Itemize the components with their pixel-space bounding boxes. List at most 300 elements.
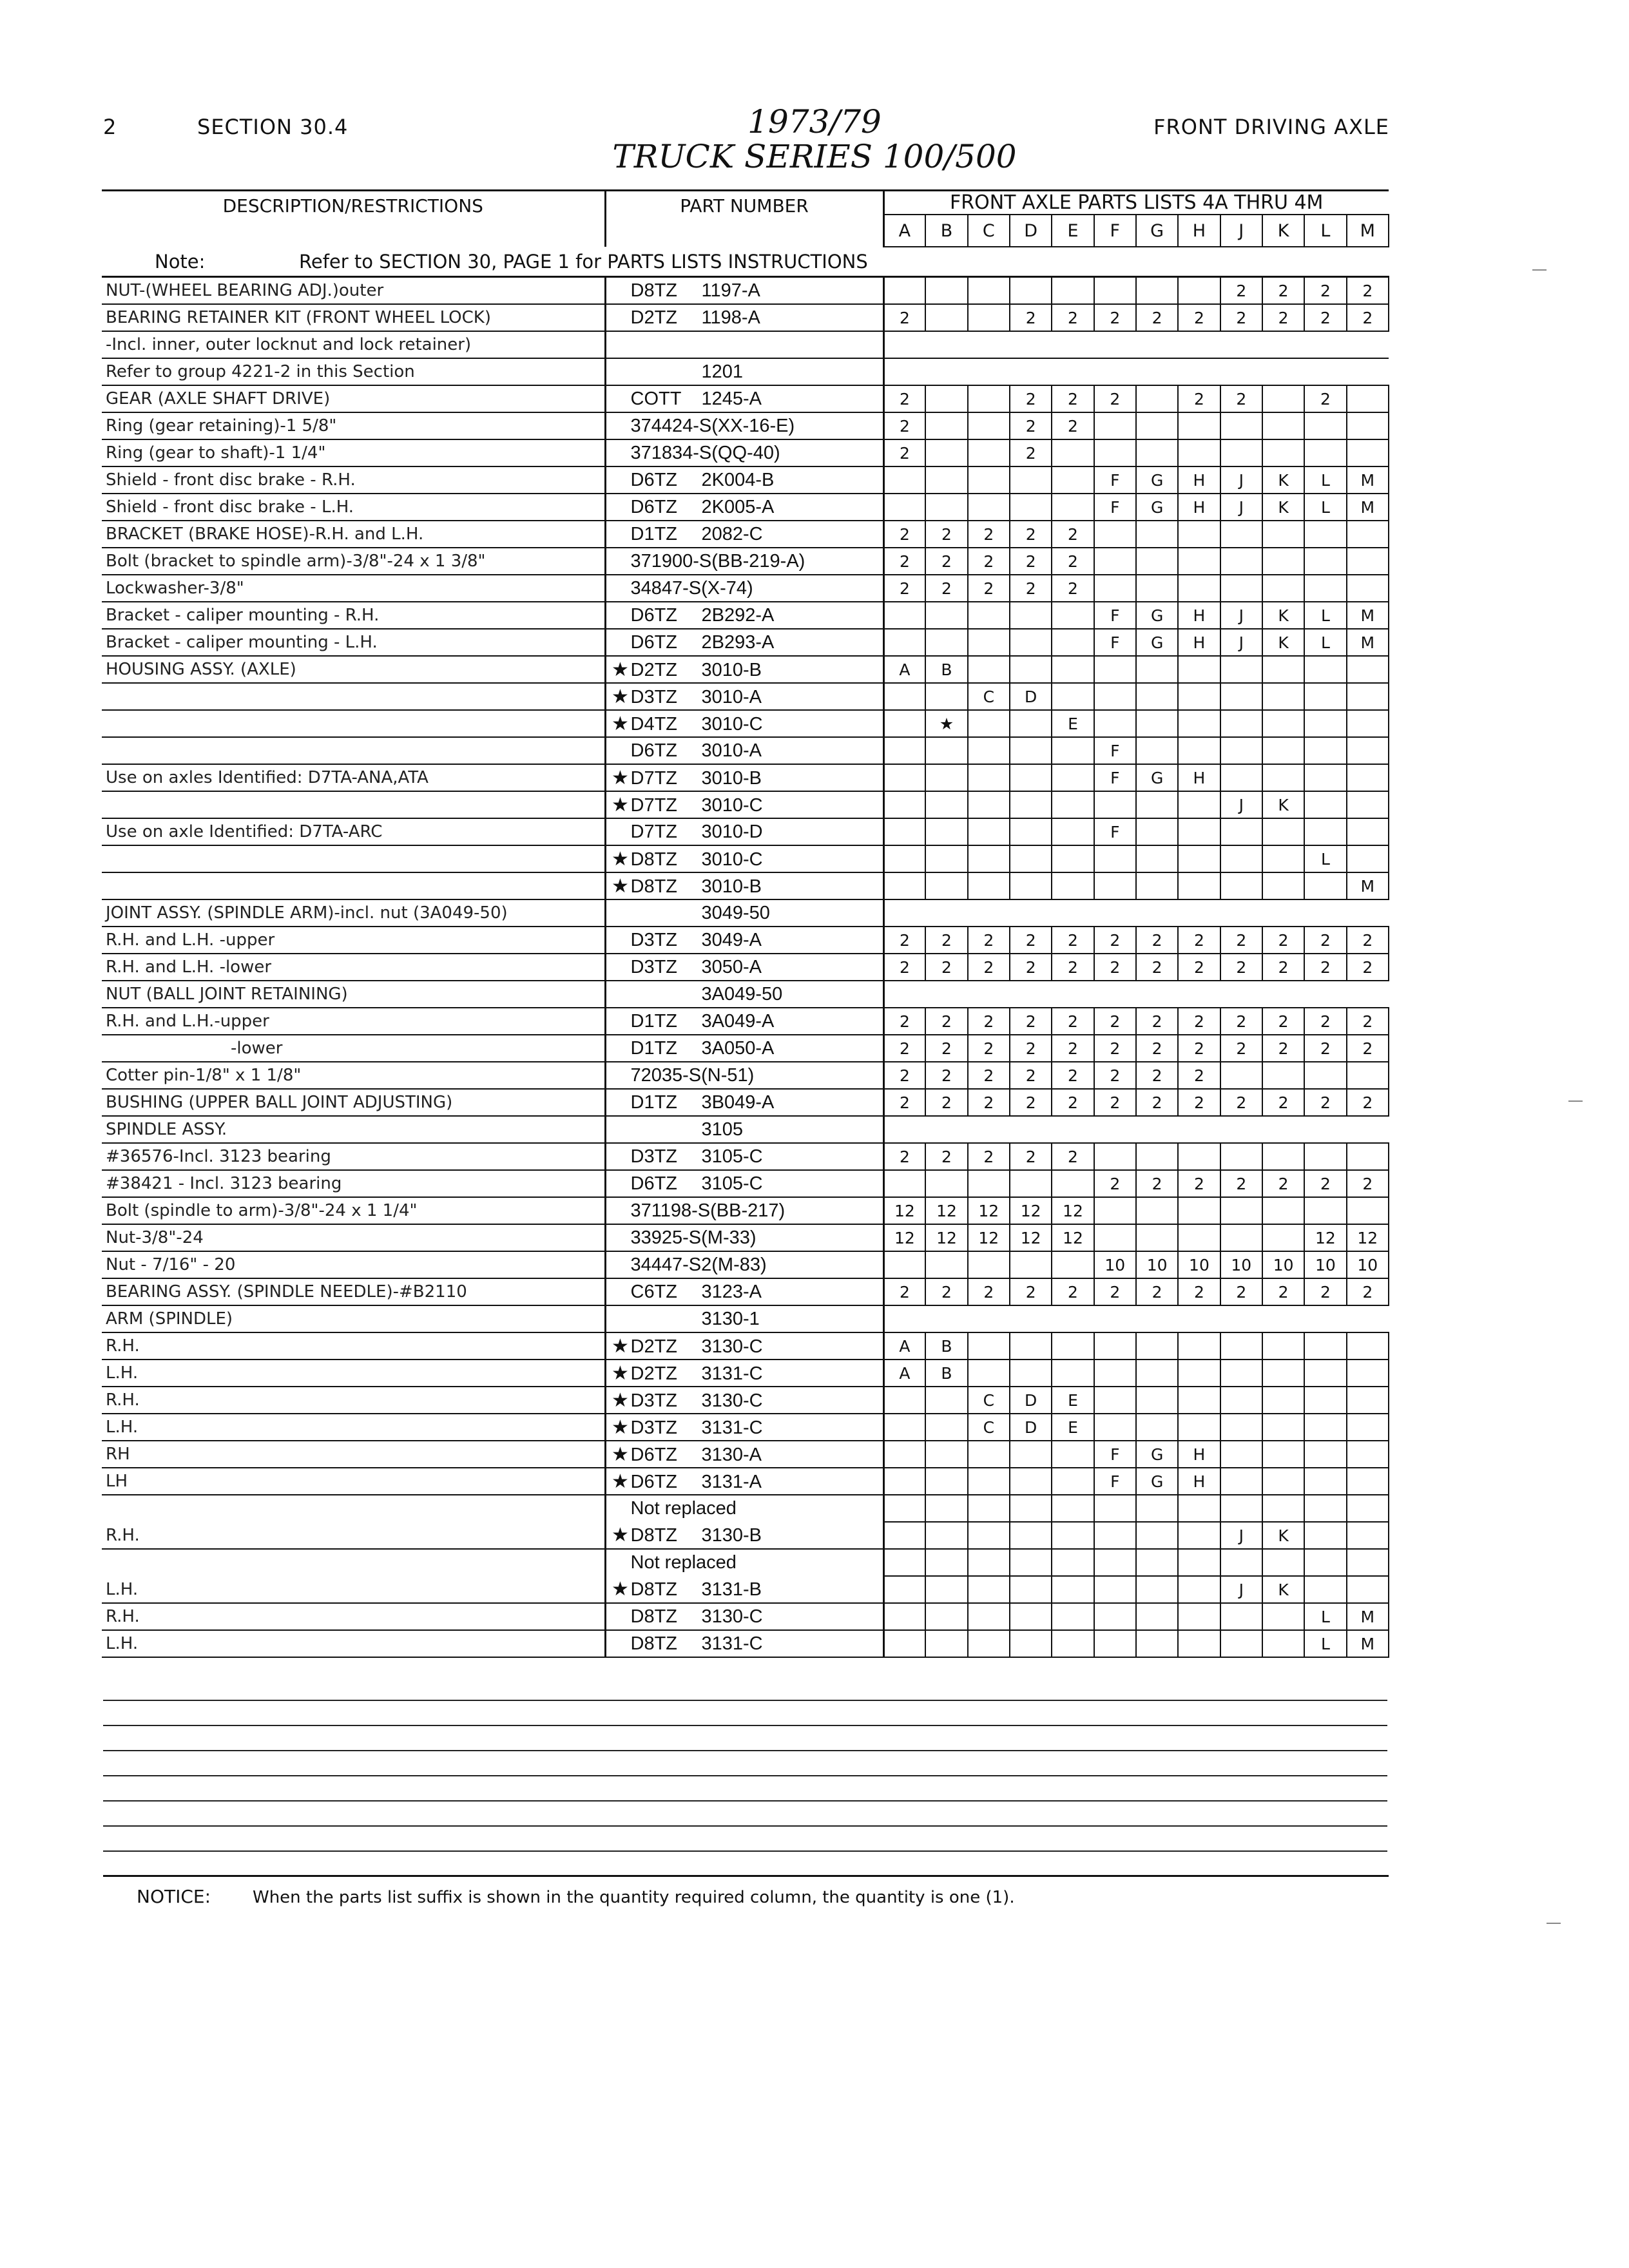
part-prefix: D6TZ	[630, 496, 677, 517]
qty-cell: 10	[1262, 1251, 1304, 1278]
qty-cell: 2	[1178, 1062, 1220, 1089]
row-description: L.H.	[102, 1360, 605, 1387]
qty-cell	[968, 1495, 1010, 1522]
qty-cell: 2	[968, 954, 1010, 981]
qty-cell	[883, 791, 925, 818]
qty-cell	[1010, 1522, 1052, 1549]
row-part-number	[605, 845, 883, 872]
qty-cell: E	[1052, 710, 1094, 737]
qty-cell	[883, 1251, 925, 1278]
qty-cell	[1304, 1143, 1346, 1170]
qty-cell	[1094, 1630, 1136, 1657]
qty-cell: M	[1347, 466, 1389, 494]
qty-cell: H	[1178, 1468, 1220, 1495]
part-prefix: D2TZ	[630, 307, 677, 328]
table-row	[102, 1441, 1389, 1468]
qty-cell: F	[1094, 1441, 1136, 1468]
part-base: 1197-A	[701, 280, 760, 301]
qty-cell: 2	[883, 575, 925, 602]
qty-cell	[1010, 1603, 1052, 1630]
qty-cell	[1347, 1495, 1389, 1522]
table-row	[102, 981, 1389, 1008]
qty-cell	[968, 1576, 1010, 1603]
qty-cell	[883, 1522, 925, 1549]
qty-cell	[1304, 1495, 1346, 1522]
star-icon: ★	[612, 1389, 629, 1411]
qty-cell: L	[1304, 845, 1346, 872]
qty-cell	[1220, 521, 1262, 548]
part-base: 2B293-A	[701, 631, 775, 653]
qty-cell: 2	[1347, 277, 1389, 305]
qty-cell	[1178, 1630, 1220, 1657]
table-row	[102, 439, 1389, 466]
qty-span-empty	[883, 331, 1389, 358]
qty-cell	[1220, 818, 1262, 845]
qty-cell	[1178, 575, 1220, 602]
qty-cell	[1262, 1468, 1304, 1495]
part-base: 3010-B	[701, 767, 762, 789]
qty-cell	[1262, 1549, 1304, 1576]
table-row	[102, 331, 1389, 358]
qty-cell	[1220, 1062, 1262, 1089]
qty-cell	[1262, 737, 1304, 764]
qty-cell: 2	[883, 521, 925, 548]
qty-cell: 2	[1010, 1035, 1052, 1062]
qty-cell	[968, 1522, 1010, 1549]
part-prefix: D3TZ	[630, 1146, 677, 1167]
table-row	[102, 412, 1389, 439]
qty-cell	[925, 791, 967, 818]
qty-cell: 2	[925, 954, 967, 981]
qty-cell: 2	[1010, 521, 1052, 548]
qty-cell: 2	[1136, 954, 1178, 981]
part-base: 3123-A	[701, 1281, 762, 1302]
qty-cell	[925, 1414, 967, 1441]
table-row	[102, 656, 1389, 683]
table-row	[102, 954, 1389, 981]
qty-cell	[925, 1495, 967, 1522]
row-description	[102, 683, 605, 710]
row-description: Use on axle Identified: D7TA-ARC	[102, 818, 605, 845]
row-part-number	[605, 466, 883, 494]
qty-cell	[925, 629, 967, 656]
qty-cell: 2	[1010, 439, 1052, 466]
qty-cell: 2	[1094, 1170, 1136, 1197]
qty-cell: 2	[1010, 1143, 1052, 1170]
qty-cell	[1136, 1603, 1178, 1630]
qty-cell	[1304, 1360, 1346, 1387]
part-prefix: D7TZ	[630, 794, 677, 816]
qty-cell	[883, 277, 925, 305]
qty-cell: 2	[925, 521, 967, 548]
qty-cell: 2	[925, 1143, 967, 1170]
table-row	[102, 899, 1389, 927]
qty-cell	[1052, 791, 1094, 818]
qty-cell	[1052, 1468, 1094, 1495]
star-icon: ★	[612, 1579, 629, 1600]
table-row	[102, 1576, 1389, 1603]
qty-cell	[1094, 872, 1136, 899]
qty-cell: 2	[968, 575, 1010, 602]
qty-span-empty	[883, 358, 1389, 385]
qty-cell: J	[1220, 1522, 1262, 1549]
qty-cell	[968, 1251, 1010, 1278]
row-description: Nut-3/8"-24	[102, 1224, 605, 1251]
qty-cell: 12	[1010, 1197, 1052, 1224]
part-prefix: C6TZ	[630, 1281, 677, 1302]
qty-cell	[1052, 1630, 1094, 1657]
qty-cell	[1010, 1441, 1052, 1468]
qty-cell: 2	[1094, 1062, 1136, 1089]
qty-cell	[1178, 683, 1220, 710]
qty-cell	[1136, 1576, 1178, 1603]
qty-cell	[1094, 521, 1136, 548]
part-prefix: D7TZ	[630, 821, 677, 842]
row-part-number	[605, 1603, 883, 1630]
qty-cell	[1052, 1441, 1094, 1468]
row-part-number	[605, 954, 883, 981]
part-base: 2K005-A	[701, 496, 775, 517]
star-icon: ★	[612, 1470, 629, 1492]
qty-cell	[1304, 1387, 1346, 1414]
qty-cell	[1010, 872, 1052, 899]
qty-cell: 2	[1262, 1035, 1304, 1062]
qty-cell: 2	[925, 1008, 967, 1035]
part-base: 3A049-50	[701, 983, 783, 1004]
part-base: 3105-C	[701, 1173, 763, 1194]
part-prefix: D3TZ	[630, 1417, 677, 1438]
part-base: 374424-S(XX-16-E)	[630, 415, 795, 436]
qty-cell	[968, 1360, 1010, 1387]
qty-cell	[1262, 1441, 1304, 1468]
qty-cell	[1347, 1197, 1389, 1224]
qty-cell	[925, 494, 967, 521]
right-title: FRONT DRIVING AXLE	[1153, 115, 1389, 139]
qty-cell	[1220, 1360, 1262, 1387]
qty-cell	[883, 1170, 925, 1197]
qty-cell: A	[883, 1360, 925, 1387]
qty-cell: 2	[1010, 1062, 1052, 1089]
qty-cell: 2	[1220, 954, 1262, 981]
qty-cell: F	[1094, 737, 1136, 764]
qty-cell	[1304, 818, 1346, 845]
qty-cell	[1136, 737, 1178, 764]
qty-cell: 2	[1304, 927, 1346, 954]
qty-cell	[1304, 1549, 1346, 1576]
qty-cell	[1010, 1468, 1052, 1495]
qty-cell: K	[1262, 629, 1304, 656]
qty-cell	[1052, 737, 1094, 764]
qty-cell	[1178, 791, 1220, 818]
table-row	[102, 1035, 1389, 1062]
part-base: 3131-C	[701, 1363, 763, 1384]
part-prefix: Not replaced	[630, 1498, 737, 1519]
part-prefix: D6TZ	[630, 631, 677, 653]
table-row	[102, 1008, 1389, 1035]
qty-cell	[1178, 548, 1220, 575]
qty-cell: L	[1304, 629, 1346, 656]
part-prefix: D3TZ	[630, 956, 677, 977]
qty-cell	[1136, 845, 1178, 872]
row-part-number	[605, 764, 883, 791]
qty-cell	[1094, 1360, 1136, 1387]
qty-cell	[1178, 1197, 1220, 1224]
qty-cell: 12	[1052, 1197, 1094, 1224]
row-description	[102, 737, 605, 764]
qty-cell: 2	[1052, 1062, 1094, 1089]
section-label: SECTION 30.4	[197, 115, 349, 139]
qty-cell	[1136, 1143, 1178, 1170]
qty-cell	[1304, 710, 1346, 737]
qty-cell	[1094, 710, 1136, 737]
qty-cell	[1136, 791, 1178, 818]
qty-cell	[1178, 818, 1220, 845]
qty-cell	[968, 602, 1010, 629]
row-part-number	[605, 548, 883, 575]
qty-cell: K	[1262, 466, 1304, 494]
qty-cell	[883, 818, 925, 845]
qty-cell	[883, 737, 925, 764]
qty-cell	[1052, 818, 1094, 845]
part-base: 1245-A	[701, 388, 762, 409]
qty-cell: M	[1347, 494, 1389, 521]
row-description: Shield - front disc brake - R.H.	[102, 466, 605, 494]
qty-cell	[1347, 818, 1389, 845]
qty-cell	[1052, 1360, 1094, 1387]
qty-cell	[1262, 412, 1304, 439]
row-part-number	[605, 358, 883, 385]
qty-cell	[1094, 1603, 1136, 1630]
letter-header-l: L	[1304, 215, 1346, 247]
qty-cell: 2	[1304, 1008, 1346, 1035]
part-base: 34447-S2(M-83)	[630, 1254, 767, 1275]
qty-cell: 12	[968, 1224, 1010, 1251]
qty-cell	[1220, 764, 1262, 791]
qty-cell	[1052, 602, 1094, 629]
qty-cell	[883, 872, 925, 899]
qty-cell: 2	[1136, 304, 1178, 331]
qty-cell: 2	[968, 1089, 1010, 1116]
qty-cell: D	[1010, 1387, 1052, 1414]
qty-span-empty	[883, 1305, 1389, 1332]
qty-cell	[883, 683, 925, 710]
qty-cell: 12	[883, 1224, 925, 1251]
qty-cell	[1136, 548, 1178, 575]
qty-cell	[1178, 1414, 1220, 1441]
qty-cell	[883, 1630, 925, 1657]
qty-cell: 2	[1220, 1170, 1262, 1197]
row-description: L.H.	[102, 1576, 605, 1603]
qty-cell	[1347, 1332, 1389, 1360]
star-icon: ★	[612, 1416, 629, 1438]
qty-cell	[968, 439, 1010, 466]
table-row	[102, 1224, 1389, 1251]
qty-cell	[1136, 1387, 1178, 1414]
row-description: -Incl. inner, outer locknut and lock retainer)	[102, 331, 605, 358]
qty-cell	[1220, 1143, 1262, 1170]
qty-cell: 2	[1304, 1170, 1346, 1197]
qty-cell: 2	[883, 439, 925, 466]
qty-cell: L	[1304, 1603, 1346, 1630]
qty-cell	[1220, 1441, 1262, 1468]
row-part-number	[605, 1035, 883, 1062]
qty-cell	[1136, 1224, 1178, 1251]
qty-cell	[968, 1603, 1010, 1630]
qty-cell	[1262, 1630, 1304, 1657]
row-part-number	[605, 1468, 883, 1495]
qty-cell	[1136, 412, 1178, 439]
qty-cell	[1178, 277, 1220, 305]
edge-mark	[1547, 1923, 1561, 1924]
row-part-number	[605, 1360, 883, 1387]
qty-cell	[1347, 439, 1389, 466]
letter-header-g: G	[1136, 215, 1178, 247]
qty-cell	[1347, 737, 1389, 764]
qty-cell	[1052, 1576, 1094, 1603]
table-row	[102, 845, 1389, 872]
qty-cell	[883, 1441, 925, 1468]
qty-cell: A	[883, 1332, 925, 1360]
qty-cell: 2	[1220, 385, 1262, 412]
qty-cell	[1304, 1576, 1346, 1603]
qty-cell	[1052, 1549, 1094, 1576]
qty-cell	[1094, 1224, 1136, 1251]
part-prefix: D8TZ	[630, 280, 677, 301]
qty-cell	[925, 1387, 967, 1414]
table-row	[102, 1062, 1389, 1089]
part-prefix: D6TZ	[630, 1173, 677, 1194]
qty-cell: 2	[1178, 954, 1220, 981]
qty-cell: 2	[968, 1062, 1010, 1089]
table-row	[102, 710, 1389, 737]
qty-cell: 2	[1178, 927, 1220, 954]
qty-cell	[1304, 1522, 1346, 1549]
row-part-number	[605, 899, 883, 927]
part-prefix: D3TZ	[630, 686, 677, 707]
row-description: Bracket - caliper mounting - R.H.	[102, 602, 605, 629]
qty-cell: 2	[1262, 954, 1304, 981]
row-part-number	[605, 1549, 883, 1576]
qty-cell	[1178, 1495, 1220, 1522]
qty-cell: 2	[1136, 1062, 1178, 1089]
qty-cell: 2	[1136, 1035, 1178, 1062]
qty-cell	[1094, 1549, 1136, 1576]
qty-cell: 2	[1052, 412, 1094, 439]
qty-cell	[1094, 412, 1136, 439]
qty-cell	[968, 818, 1010, 845]
qty-cell	[1010, 1630, 1052, 1657]
qty-cell	[1052, 683, 1094, 710]
table-row	[102, 494, 1389, 521]
qty-cell: 2	[1347, 1035, 1389, 1062]
qty-cell	[925, 412, 967, 439]
qty-cell	[925, 1603, 967, 1630]
qty-cell: 2	[1347, 304, 1389, 331]
part-prefix: Not replaced	[630, 1552, 737, 1573]
qty-cell	[1262, 1360, 1304, 1387]
qty-cell	[1178, 1224, 1220, 1251]
part-base: 3010-C	[701, 794, 763, 816]
star-icon: ★	[612, 767, 629, 789]
table-row	[102, 358, 1389, 385]
row-part-number	[605, 791, 883, 818]
qty-cell	[1052, 1170, 1094, 1197]
star-icon: ★	[612, 1524, 629, 1546]
qty-cell: 2	[1136, 1278, 1178, 1305]
qty-cell	[883, 1549, 925, 1576]
qty-cell	[1304, 439, 1346, 466]
qty-cell: H	[1178, 494, 1220, 521]
qty-cell: 2	[925, 1278, 967, 1305]
qty-cell	[1136, 818, 1178, 845]
qty-cell	[1347, 710, 1389, 737]
qty-cell	[883, 1603, 925, 1630]
qty-cell	[968, 1332, 1010, 1360]
part-base: 3130-C	[701, 1336, 763, 1357]
qty-cell: F	[1094, 818, 1136, 845]
part-prefix: D8TZ	[630, 1606, 677, 1627]
qty-cell: 2	[1304, 277, 1346, 305]
qty-cell: 2	[1052, 521, 1094, 548]
qty-cell: 12	[968, 1197, 1010, 1224]
qty-cell: B	[925, 1360, 967, 1387]
qty-cell	[1178, 872, 1220, 899]
qty-cell	[925, 683, 967, 710]
qty-cell: 2	[1052, 385, 1094, 412]
table-row	[102, 277, 1389, 305]
parts-table	[102, 189, 1389, 1658]
qty-cell	[1262, 385, 1304, 412]
qty-cell	[883, 710, 925, 737]
row-description: R.H.	[102, 1522, 605, 1549]
qty-cell	[1136, 683, 1178, 710]
qty-cell: 2	[1304, 1035, 1346, 1062]
row-part-number	[605, 1008, 883, 1035]
qty-cell: 2	[883, 1143, 925, 1170]
qty-cell: 2	[1052, 954, 1094, 981]
part-base: 3010-A	[701, 686, 762, 707]
table-row	[102, 1387, 1389, 1414]
qty-cell	[1262, 656, 1304, 683]
row-description: Shield - front disc brake - L.H.	[102, 494, 605, 521]
edge-mark	[1532, 269, 1547, 271]
qty-cell: 2	[925, 1035, 967, 1062]
qty-cell	[1052, 277, 1094, 305]
star-icon: ★	[612, 1335, 629, 1357]
star-icon: ★	[612, 713, 629, 735]
qty-cell: 2	[1262, 1278, 1304, 1305]
qty-cell: J	[1220, 602, 1262, 629]
qty-cell: 2	[1136, 927, 1178, 954]
qty-cell: 2	[883, 1278, 925, 1305]
blank-ruled-lines	[103, 1700, 1387, 1876]
row-part-number	[605, 1630, 883, 1657]
qty-cell	[1178, 710, 1220, 737]
qty-cell	[968, 385, 1010, 412]
qty-cell	[1347, 791, 1389, 818]
letter-header-j: J	[1220, 215, 1262, 247]
qty-cell	[1347, 1062, 1389, 1089]
qty-cell	[1178, 1332, 1220, 1360]
qty-cell	[1262, 1414, 1304, 1441]
qty-cell	[1220, 845, 1262, 872]
qty-cell: H	[1178, 1441, 1220, 1468]
part-base: 33925-S(M-33)	[630, 1227, 757, 1248]
part-prefix: D7TZ	[630, 767, 677, 789]
qty-cell	[925, 872, 967, 899]
qty-cell	[1262, 818, 1304, 845]
qty-cell: 2	[925, 548, 967, 575]
